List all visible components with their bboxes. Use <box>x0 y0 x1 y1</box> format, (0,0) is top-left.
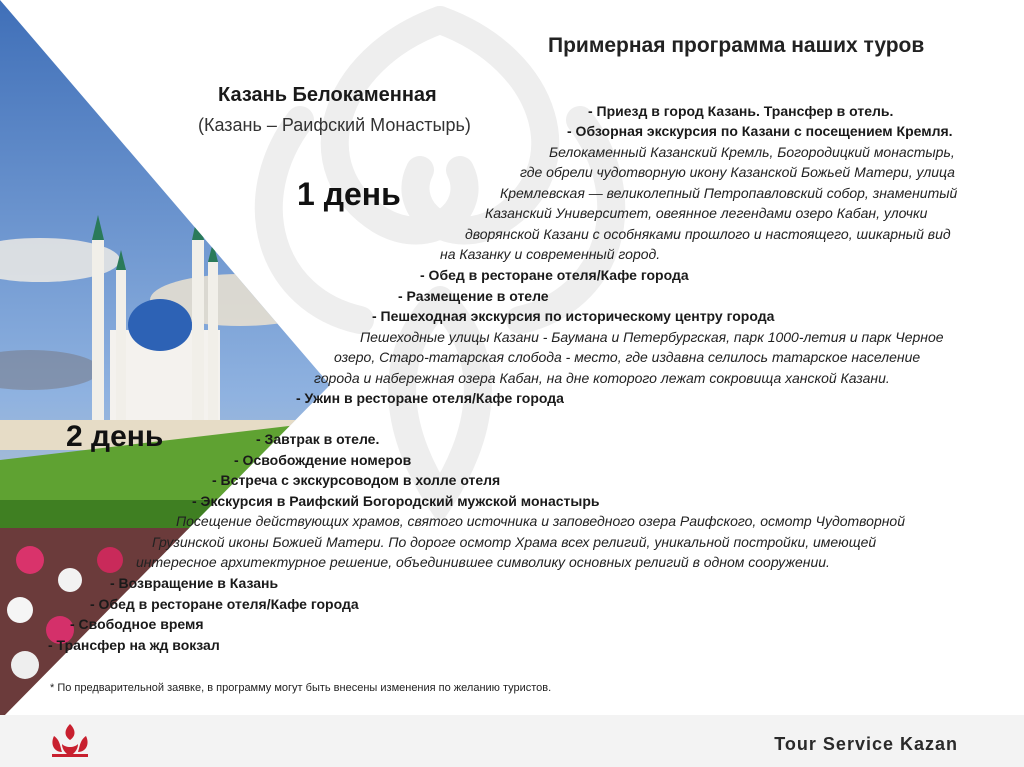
program-line: - Размещение в отеле <box>398 288 549 304</box>
program-line: Пешеходные улицы Казани - Баумана и Петербургская, парк 1000-летия и парк Черное <box>360 329 944 345</box>
page-header: Примерная программа наших туров <box>548 34 925 57</box>
program-line: Казанский Университет, овеянное легендами озеро Кабан, улочки <box>485 205 928 221</box>
footnote: * По предварительной заявке, в программу могут быть внесены изменения по желанию туристов. <box>50 682 552 694</box>
program-line: Белокаменный Казанский Кремль, Богородицкий монастырь, <box>549 144 955 160</box>
program-line: города и набережная озера Кабан, на дне которого лежат сокровища ханской Казани. <box>314 370 890 386</box>
program-line: - Освобождение номеров <box>234 452 412 468</box>
program-line: - Завтрак в отеле. <box>256 431 380 447</box>
program-line: - Приезд в город Казань. Трансфер в отель. <box>588 103 894 119</box>
program-line: - Экскурсия в Раифский Богородский мужской монастырь <box>192 493 600 509</box>
brand-name: Tour Service Kazan <box>774 734 958 754</box>
program-line: - Пешеходная экскурсия по историческому центру города <box>372 308 775 324</box>
tour-subtitle: (Казань – Раифский Монастырь) <box>198 115 471 135</box>
program-line: - Встреча с экскурсоводом в холле отеля <box>212 472 501 488</box>
program-line: - Обед в ресторане отеля/Кафе города <box>420 267 689 283</box>
program-line: Посещение действующих храмов, святого источника и заповедного озера Раифского, осмотр Чудотворной <box>176 513 906 529</box>
tour-title: Казань Белокаменная <box>218 84 437 106</box>
company-logo-icon <box>48 722 92 758</box>
program-line: где обрели чудотворную икону Казанской Божьей Матери, улица <box>520 164 955 180</box>
day1-label: 1 день <box>297 176 401 212</box>
program-line: озеро, Старо-татарская слобода - место, где издавна селилось татарское население <box>334 349 921 365</box>
program-line: - Свободное время <box>70 616 204 632</box>
program-line: на Казанку и современный город. <box>440 246 661 262</box>
day2-label: 2 день <box>66 420 164 453</box>
program-line: - Обзорная экскурсия по Казани с посещением Кремля. <box>567 123 953 139</box>
program-line: - Трансфер на жд вокзал <box>48 637 220 653</box>
program-line: Кремлевская — великолепный Петропавловский собор, знаменитый <box>500 185 958 201</box>
program-line: дворянской Казани с особняками прошлого и настоящего, шикарный вид <box>465 226 951 242</box>
program-line: - Ужин в ресторане отеля/Кафе города <box>296 390 564 406</box>
program-line: - Возвращение в Казань <box>110 575 279 591</box>
program-line: - Обед в ресторане отеля/Кафе города <box>90 596 359 612</box>
program-line: Грузинской иконы Божией Матери. По дороге осмотр Храма всех религий, уникальной постройки, имеющей <box>152 534 877 550</box>
program-line: интересное архитектурное решение, объединившее символику основных религий в одном сооружении. <box>136 554 830 570</box>
